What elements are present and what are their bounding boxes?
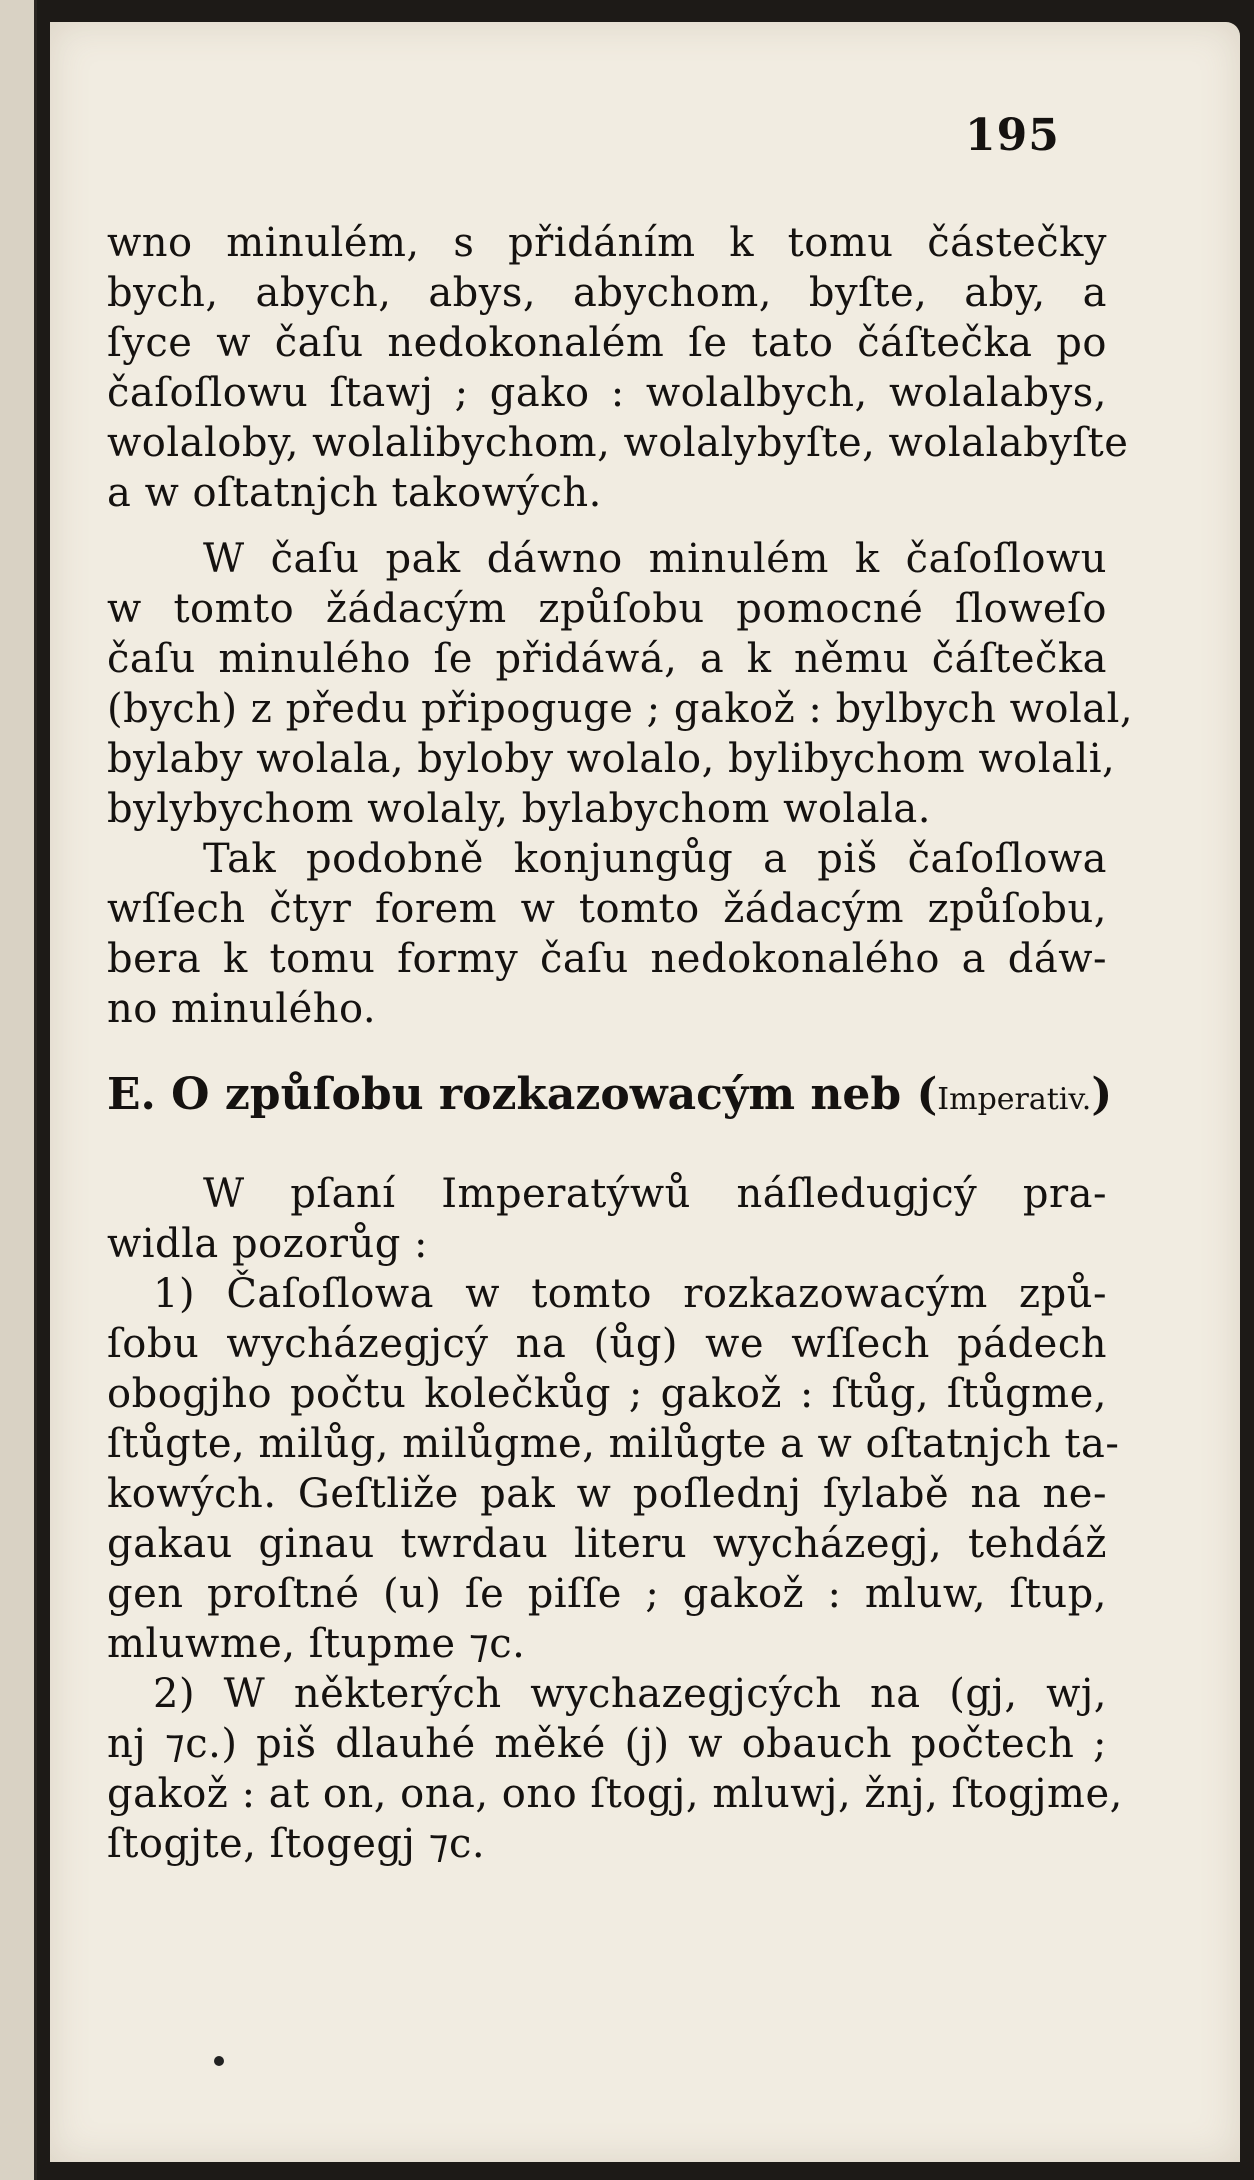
page-number: 195 (965, 110, 1060, 161)
text-line: 2) W některých wychazegjcých na (gj, wj, (153, 1671, 1107, 1717)
text-line: čaſu minulého ſe přidáwá, a k němu čáſtečka (107, 636, 1107, 682)
text-line: (bych) z předu připoguge ; gakož : bylbych wolal, (107, 686, 1134, 732)
text-line: bych, abych, abys, abychom, byſte, aby, a (107, 270, 1107, 316)
text-line: kowých. Geſtliže pak w poſlednj ſylabě na ne- (107, 1471, 1107, 1517)
text-line: W čaſu pak dáwno minulém k čaſoſlowu (203, 536, 1107, 582)
text-line: ſtogjte, ſtogegj ⁊c. (107, 1821, 486, 1867)
text-line: gen proſtné (u) ſe piſſe ; gakož : mluw, ſtup, (107, 1571, 1107, 1617)
paragraph-5 (107, 1269, 1120, 1669)
paragraph-6 (107, 1669, 1123, 1869)
section-heading-close: ) (1091, 1069, 1113, 1120)
text-line: ſobu wycházegjcý na (ůg) we wſſech pádech (107, 1321, 1107, 1367)
section-heading (107, 1069, 1113, 1125)
text-line: ſyce w čaſu nedokonalém ſe tato čáſtečka po (107, 320, 1107, 366)
paragraph-4 (107, 1169, 1107, 1269)
text-line: obogjho počtu kolečkůg ; gakož : ſtůg, ſtůgme, (107, 1371, 1107, 1417)
text-line: nj ⁊c.) piš dlauhé měké (j) w obauch počtech ; (107, 1721, 1107, 1767)
text-line: Tak podobně konjungůg a piš čaſoſlowa (203, 836, 1107, 882)
text-line: bylybychom wolaly, bylabychom wolala. (107, 786, 931, 832)
page-body (107, 218, 1134, 1869)
paragraph-1 (107, 218, 1129, 518)
text-line: bera k tomu formy čaſu nedokonalého a dáw- (107, 936, 1107, 982)
text-line: čaſoſlowu ſtawj ; gako : wolalbych, wolalabys, (107, 370, 1107, 416)
text-line: wno minulém, s přidáním k tomu částečky (107, 220, 1107, 266)
paragraph-3 (107, 834, 1107, 1034)
text-line: gakau ginau twrdau literu wycházegj, tehdáž (107, 1521, 1107, 1567)
text-line: widla pozorůg : (107, 1221, 429, 1267)
text-line: bylaby wolala, byloby wolalo, bylibychom wolali, (107, 736, 1116, 782)
text-line: 1) Čaſoſlowa w tomto rozkazowacým způ- (153, 1271, 1107, 1317)
facing-page-edge (0, 0, 37, 2180)
text-line: a w oſtatnjch takowých. (107, 470, 602, 516)
text-line: mluwme, ſtupme ⁊c. (107, 1621, 526, 1667)
text-line: wolaloby, wolalibychom, wolalybyſte, wolalabyſte (107, 420, 1129, 466)
text-line: wſſech čtyr forem w tomto žádacým způſobu, (107, 886, 1107, 932)
ink-dot (214, 2056, 224, 2066)
text-line: ſtůgte, milůg, milůgme, milůgte a w oſtatnjch ta- (107, 1421, 1120, 1467)
paragraph-2 (107, 534, 1134, 834)
section-heading-latin: Imperativ. (937, 1082, 1092, 1117)
text-line: no minulého. (107, 986, 377, 1032)
section-heading-main: E. O způſobu rozkazowacým neb ( (107, 1069, 938, 1120)
text-line: W pſaní Imperatýwů náſledugjcý pra- (203, 1171, 1107, 1217)
text-line: w tomto žádacým způſobu pomocné ſloweſo (107, 586, 1107, 632)
text-line: gakož : at on, ona, ono ſtogj, mluwj, žnj, ſtogjme, (107, 1771, 1123, 1817)
